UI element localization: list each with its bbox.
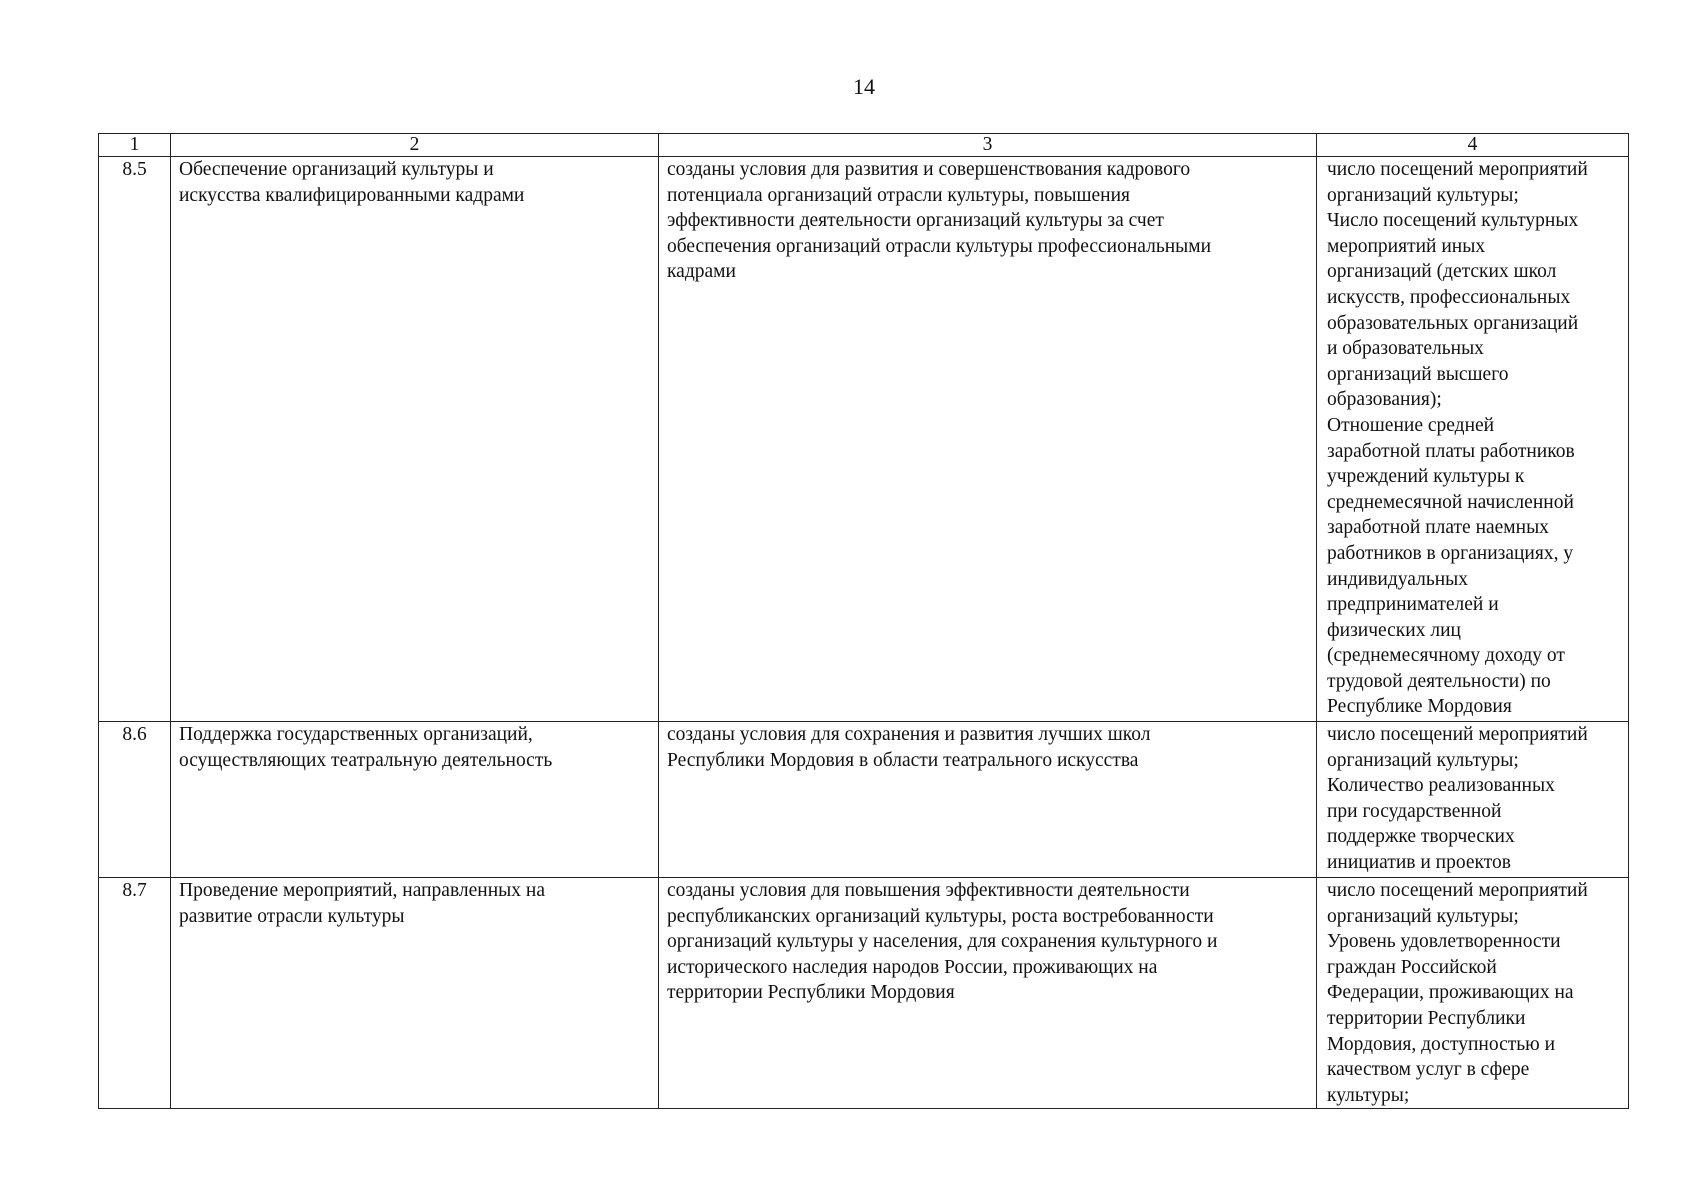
indicators-cell: [1317, 722, 1629, 878]
indicators-cell: [1317, 157, 1629, 722]
page-number: 14: [853, 74, 875, 99]
table-body: [99, 157, 1629, 1109]
measure-name-cell: [171, 722, 659, 878]
column-header-1: 1: [99, 134, 171, 157]
row-number: 8.6: [99, 722, 171, 878]
column-header-2: 2: [171, 134, 659, 157]
table-row: [99, 878, 1629, 1109]
indicators: число посещений мероприятий организаций культуры; Число посещений культурных мероприятий иных организаций (детских школ искусств, профессиональных образовательных организаций и образовательных организаций высшего образования); Отношение средней заработной платы работников учреждений культуры к среднемесячной начисленной заработной плате наемных работников в организациях, у индивидуальных предпринимателей и физических лиц (среднемесячному доходу от трудовой деятельности) по Республике Мордовия: [1327, 159, 1588, 718]
expected-result: созданы условия для сохранения и развития лучших школ Республики Мордовия в области театрального искусства: [667, 724, 1151, 771]
measure-name-cell: [171, 157, 659, 722]
indicators: число посещений мероприятий организаций культуры; Уровень удовлетворенности граждан Российской Федерации, проживающих на территории Республики Мордовия, доступностью и качеством услуг в сфере культуры;: [1327, 880, 1588, 1106]
column-header-3: 3: [659, 134, 1317, 157]
expected-result-cell: [659, 722, 1317, 878]
header-row: [99, 134, 1629, 157]
measure-name: Поддержка государственных организаций, осуществляющих театральную деятельность: [179, 724, 553, 771]
measure-name-cell: [171, 878, 659, 1109]
measure-name: Обеспечение организаций культуры и искусства квалифицированными кадрами: [179, 159, 525, 206]
column-header-4: 4: [1317, 134, 1629, 157]
row-number: 8.5: [99, 157, 171, 722]
measure-name: Проведение мероприятий, направленных на развитие отрасли культуры: [179, 880, 545, 927]
measures-table: [98, 133, 1629, 1109]
indicators-cell: [1317, 878, 1629, 1109]
table-row: [99, 157, 1629, 722]
table-header: [99, 134, 1629, 157]
indicators: число посещений мероприятий организаций культуры; Количество реализованных при государственной поддержке творческих инициатив и проектов: [1327, 724, 1588, 873]
expected-result-cell: [659, 878, 1317, 1109]
row-number: 8.7: [99, 878, 171, 1109]
expected-result: созданы условия для повышения эффективности деятельности республиканских организаций культуры, роста востребованности организаций культуры у населения, для сохранения культурного и исторического наследия народов России, проживающих на территории Республики Мордовия: [667, 880, 1218, 1004]
expected-result-cell: [659, 157, 1317, 722]
table-row: [99, 722, 1629, 878]
expected-result: созданы условия для развития и совершенствования кадрового потенциала организаций отрасли культуры, повышения эффективности деятельности организаций культуры за счет обеспечения организаций отрасли культуры профессиональными кадрами: [667, 159, 1212, 283]
